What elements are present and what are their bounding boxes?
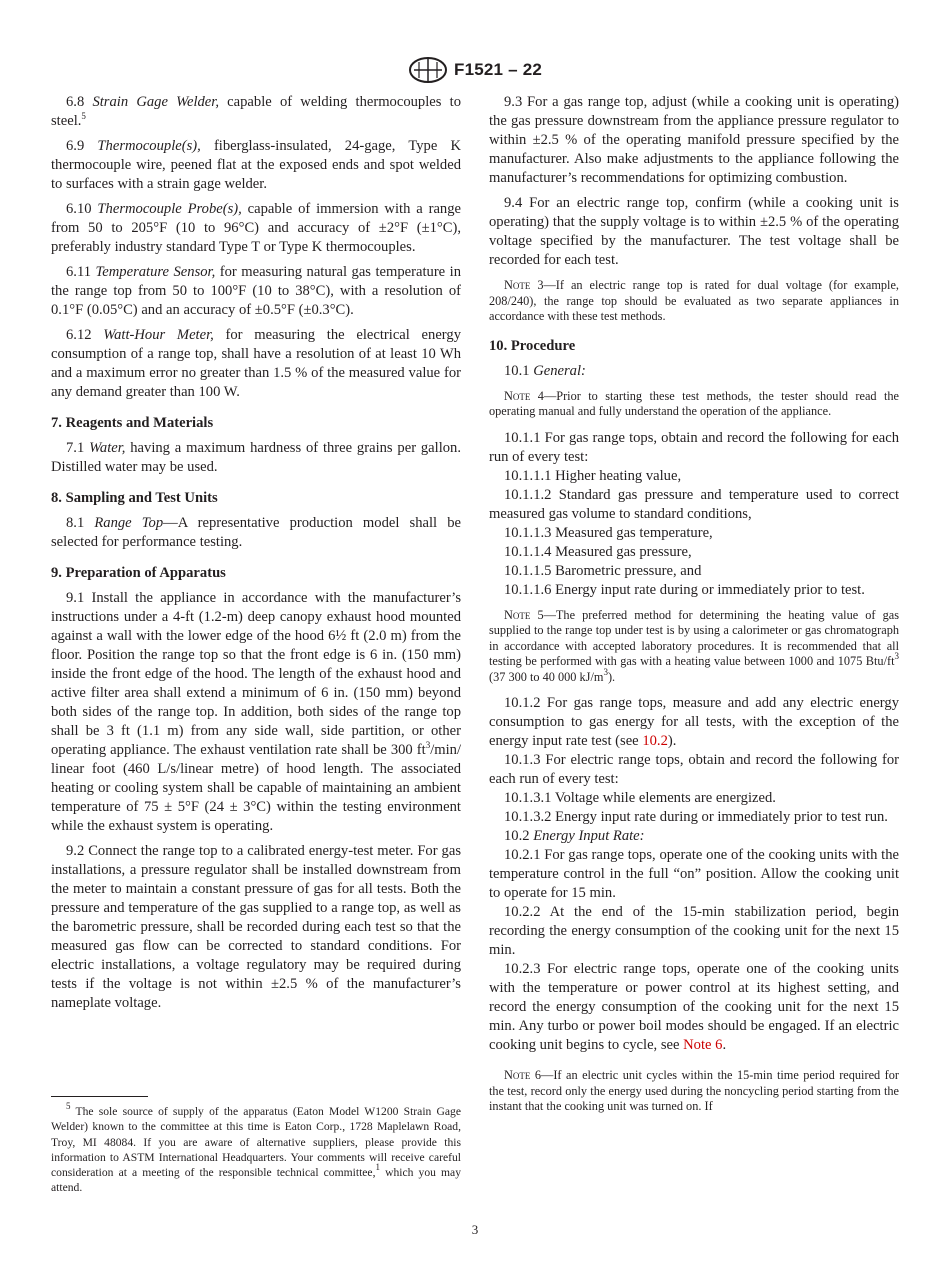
heading-8: 8. Sampling and Test Units (51, 490, 218, 506)
section-10-1-1-3: 10.1.1.3 Measured gas temperature, (504, 524, 713, 541)
section-10-1-2: 10.1.2 For gas range tops, measure and add any electric energy consumption to gas energy for all tests, with the exception of the energy input rate test (see 10.2). (489, 695, 899, 749)
note-3: Note 3—If an electric range top is rated for dual voltage (for example, 208/240), the range top should be evaluated as two separate appliances in accordance with these test methods. (489, 278, 899, 323)
right-column (489, 93, 899, 1124)
heading-9: 9. Preparation of Apparatus (51, 565, 226, 581)
section-6-9: 6.9 Thermocouple(s), fiberglass-insulated, 24-gage, Type K thermocouple wire, peened flat at the exposed ends and spot welded to surfaces with a strain gage welder. (51, 138, 461, 192)
footnote-divider (51, 1096, 148, 1097)
section-10-1-3-2: 10.1.3.2 Energy input rate during or immediately prior to test run. (504, 809, 888, 825)
section-6-10: 6.10 Thermocouple Probe(s), capable of immersion with a range from 50 to 205°F (10 to 96°C) and accuracy of ±2°F (±1°C), preferably industry standard Type T or Type K thermocouples. (51, 201, 461, 255)
section-6-12: 6.12 Watt-Hour Meter, for measuring the electrical energy consumption of a range top, shall have a resolution of at least 10 Wh and a maximum error no greater than 1.5 % of the measured value for any demand greater than 100 W. (51, 327, 461, 400)
left-column (51, 93, 461, 1019)
section-10-2: 10.2 Energy Input Rate: (504, 828, 645, 844)
section-9-4: 9.4 For an electric range top, confirm (while a cooking unit is operating) that the supply voltage is to within ±2.5 % of the operating voltage specified by the manufacturer. The test voltage shall be recorded for each test. (489, 195, 899, 268)
section-6-11: 6.11 Temperature Sensor, for measuring natural gas temperature in the range top from 50 to 100°F (10 to 38°C), with a resolution of 0.1°F (0.05°C) and an accuracy of ±0.5°F (±0.3°C). (51, 264, 461, 318)
section-10-1-1-4: 10.1.1.4 Measured gas pressure, (504, 543, 692, 560)
section-10-2-3: 10.2.3 For electric range tops, operate one of the cooking units with the temperature or power control at its highest setting, and record the energy consumption of the cooking unit for the next 15 min. Any turbo or power boil modes should be engaged. If an electric cooking unit begins to cycle, see Note 6. (489, 961, 899, 1053)
section-10-1-3: 10.1.3 For electric range tops, obtain and record the following for each run of every test: (489, 752, 899, 787)
footnote-5: $^5$ The sole source of supply of the apparatus (Eaton Model W1200 Strain Gage Welder) known to the committee at this time is Eaton Corp., 1728 Maplelawn Road, Troy, MI 48084. If you are aware of alternative suppliers, please provide this information to ASTM International Headquarters. Your comments will receive careful consideration at a meeting of the responsible technical committee,$^1$ which you may attend. (51, 1101, 461, 1195)
ref-10-2-link[interactable]: 10.2 (642, 733, 668, 749)
astm-logo (408, 57, 448, 83)
heading-7: 7. Reagents and Materials (51, 415, 214, 431)
section-9-1: 9.1 Install the appliance in accordance with the manufacturer’s instructions under a 4-ft (1.2-m) deep canopy exhaust hood mounted against a wall with the lower edge of the hood 6½ ft (2.0 m) from the floor. Position the range top so that the front edge is 6 in. (150 mm) inside the front edge of the hood. The length of the exhaust hood and active filter area shall extend a minimum of 6 in. (150 mm) beyond both sides of the range top. In addition, both sides of the range top shall be 3 ft (1.1 m) from any side wall, side partition, or other operating appliance. The exhaust ventilation rate shall be 300 $ft^3/\min/$ linear foot (460 L/s/linear metre) of hood length. The associated heating or cooling system shall be capable of maintaining an ambient temperature of 75 ± 5°F (24 ± 3°C) within the testing environment while the exhaust system is operating. (51, 590, 461, 834)
section-10-1-1-1: 10.1.1.1 Higher heating value, (504, 467, 682, 484)
footnote-ref[interactable]: 5 (81, 111, 86, 121)
section-10-1-1-6: 10.1.1.6 Energy input rate during or immediately prior to test. (504, 581, 865, 598)
ref-note-6-link[interactable]: Note 6 (683, 1037, 723, 1053)
heading-10: 10. Procedure (489, 337, 576, 354)
section-10-1-1-2: 10.1.1.2 Standard gas pressure and temperature used to correct measured gas volume to standard conditions, (489, 486, 899, 522)
section-10-1-1-5: 10.1.1.5 Barometric pressure, and (504, 562, 702, 579)
section-8-1: 8.1 Range Top—A representative production model shall be selected for performance testing. (51, 515, 461, 550)
section-10-1: 10.1 General: (504, 362, 586, 379)
note-4: Note 4—Prior to starting these test methods, the tester should read the operating manual and fully understand the operation of the appliance. (489, 388, 899, 418)
document-number: F1521 – 22 (453, 60, 542, 79)
section-10-2-1: 10.2.1 For gas range tops, operate one of the cooking units with the temperature control in the full “on” position. Allow the cooking unit to operate for 15 min. (489, 847, 899, 901)
section-10-1-1: 10.1.1 For gas range tops, obtain and record the following for each run of every test: (489, 429, 899, 465)
section-7-1: 7.1 Water, having a maximum hardness of three grains per gallon. Distilled water may be used. (51, 440, 461, 475)
section-10-1-3-1: 10.1.3.1 Voltage while elements are energized. (504, 790, 776, 806)
note-5: Note 5—The preferred method for determining the heating value of gas supplied to the range top under test is by using a calorimeter or gas chromatograph in accordance with accepted laboratory procedures. It is recommended that all testing be performed with gas with a heating value between 1000 and 1075 Btu/$ft^3$ (37 300 to 40 000 $kJ/m^3$). (489, 607, 899, 684)
page-number: 3 (471, 1222, 479, 1237)
section-10-2-2: 10.2.2 At the end of the 15-min stabilization period, begin recording the energy consumption of the cooking unit for the next 15 min. (489, 904, 899, 958)
note-6: Note 6—If an electric unit cycles within the 15-min time period required for the test, record only the energy used during the noncycling period starting from the instant that the cooking unit was turned on. If (489, 1068, 899, 1113)
section-6-8: 6.8 Strain Gage Welder, capable of welding thermocouples to steel.$^5$ (51, 94, 461, 129)
section-9-3: 9.3 For a gas range top, adjust (while a cooking unit is operating) the gas pressure downstream from the appliance pressure regulator to within ±2.5 % of the operating manifold pressure specified by the manufacturer. Also make adjustments to the appliance following the manufacturer’s recommendations for optimizing combustion. (489, 94, 899, 186)
page-header (0, 57, 950, 83)
section-9-2: 9.2 Connect the range top to a calibrated energy-test meter. For gas installations, a pressure regulator shall be installed downstream from the meter to maintain a constant pressure of gas for all tests. Both the pressure and temperature of the gas supplied to a range top, as well as the barometric pressure, shall be recorded during each test so that the measured gas flow can be corrected to standard conditions. For electric installations, a voltage regulatory may be required during tests if the voltage is not within ±2.5 % of the manufacturer’s nameplate voltage. (51, 843, 461, 1011)
